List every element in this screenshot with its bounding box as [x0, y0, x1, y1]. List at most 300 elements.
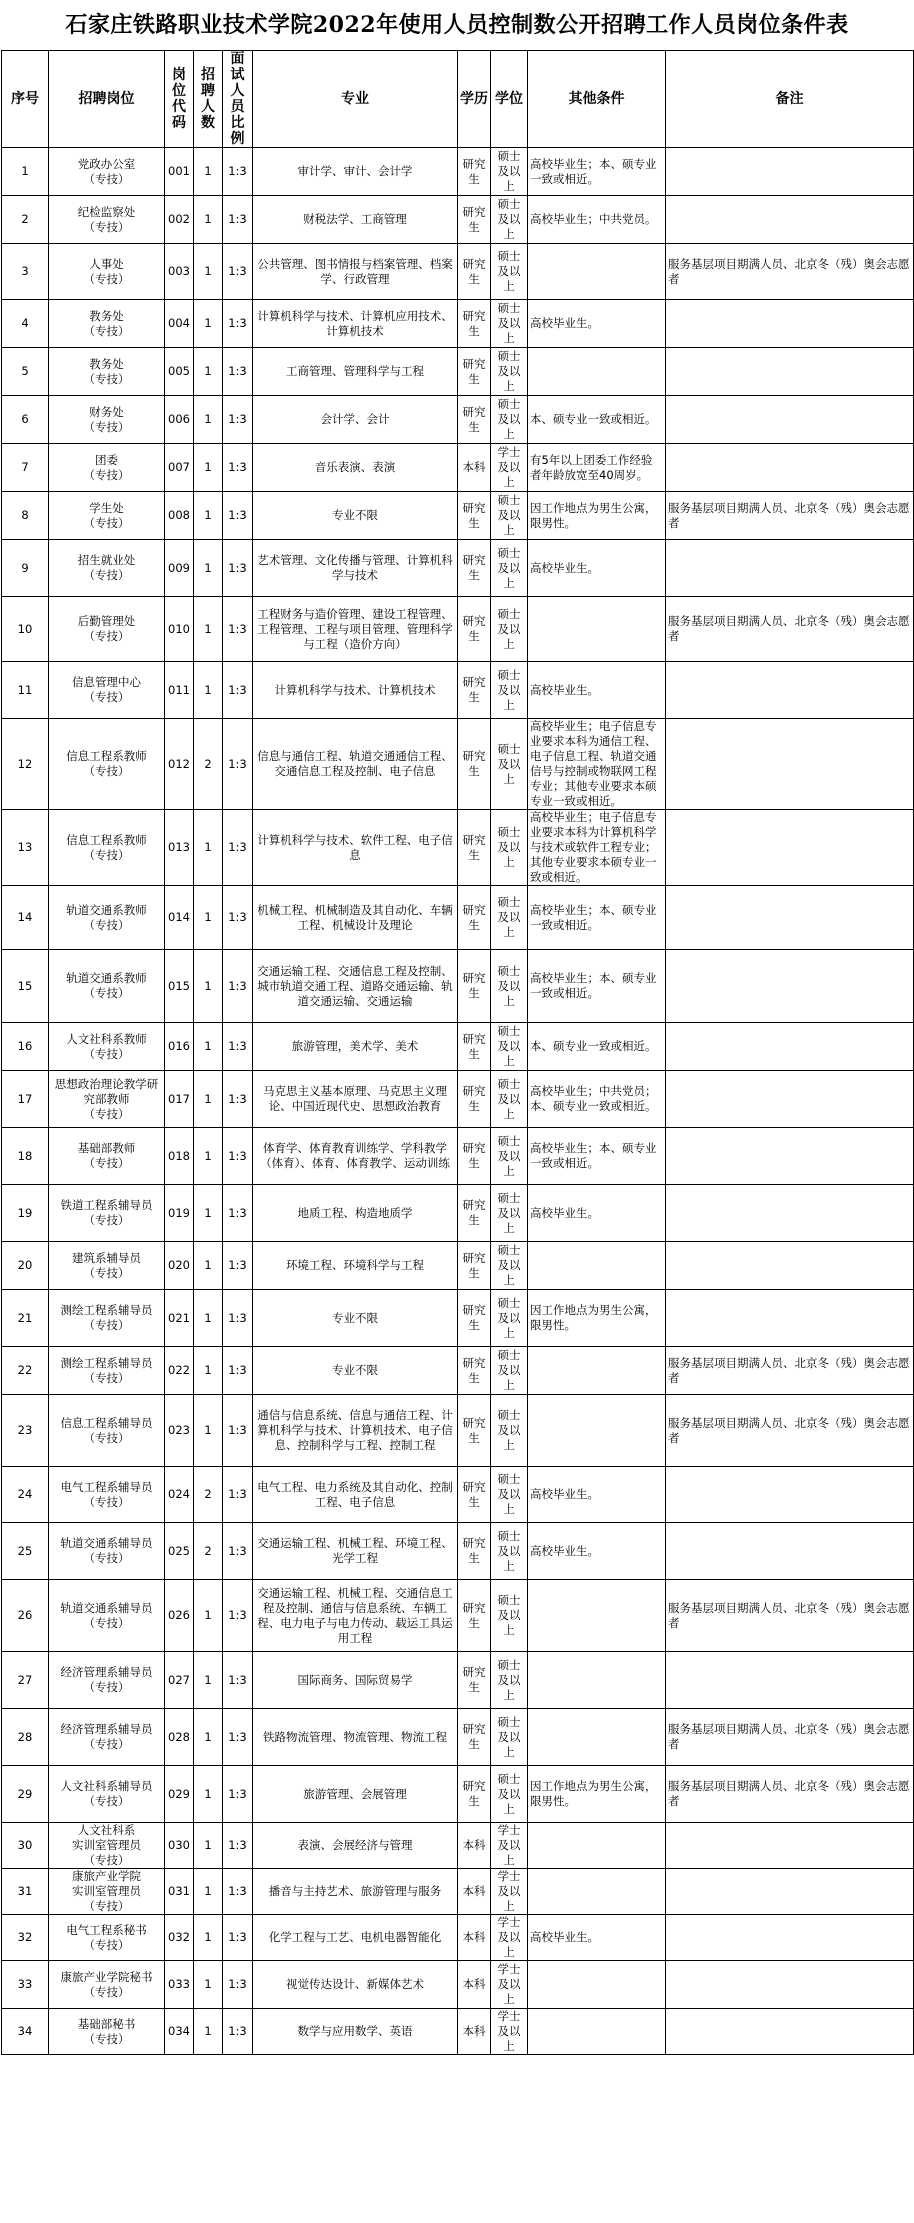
cell-count: 1: [194, 1915, 223, 1961]
cell-code: 025: [165, 1523, 194, 1580]
cell-conditions: 有5年以上团委工作经验者年龄放宽至40周岁。: [528, 444, 666, 492]
page-title: 石家庄铁路职业技术学院2022年使用人员控制数公开招聘工作人员岗位条件表: [65, 12, 849, 38]
cell-position: 党政办公室 （专技）: [49, 148, 165, 196]
header-ratio: 面试人员比例: [223, 51, 253, 148]
cell-major: 公共管理、图书情报与档案管理、档案学、行政管理: [253, 244, 458, 300]
cell-position: 信息管理中心 （专技）: [49, 662, 165, 719]
cell-major: 机械工程、机械制造及其自动化、车辆工程、机械设计及理论: [253, 886, 458, 950]
cell-degree: 硕士及以上: [491, 1185, 528, 1242]
cell-code: 033: [165, 1961, 194, 2009]
cell-education: 本科: [458, 1869, 491, 1915]
cell-count: 1: [194, 1580, 223, 1652]
cell-code: 002: [165, 196, 194, 244]
cell-education: 本科: [458, 1915, 491, 1961]
cell-degree: 硕士及以上: [491, 950, 528, 1023]
cell-notes: [666, 1071, 914, 1128]
cell-count: 1: [194, 196, 223, 244]
cell-no: 1: [2, 148, 49, 196]
cell-education: 研究生: [458, 348, 491, 396]
cell-major: 国际商务、国际贸易学: [253, 1652, 458, 1709]
cell-major: 音乐表演、表演: [253, 444, 458, 492]
cell-conditions: [528, 1652, 666, 1709]
cell-count: 2: [194, 1523, 223, 1580]
cell-position: 轨道交通系教师 （专技）: [49, 886, 165, 950]
cell-major: 数学与应用数学、英语: [253, 2009, 458, 2055]
cell-ratio: 1:3: [223, 1709, 253, 1766]
table-row: [2, 597, 914, 662]
cell-notes: [666, 348, 914, 396]
cell-major: 播音与主持艺术、旅游管理与服务: [253, 1869, 458, 1915]
cell-ratio: 1:3: [223, 597, 253, 662]
cell-conditions: [528, 1869, 666, 1915]
cell-position: 人文社科系教师 （专技）: [49, 1023, 165, 1071]
cell-position: 团委 （专技）: [49, 444, 165, 492]
cell-degree: 学士及以上: [491, 2009, 528, 2055]
cell-major: 旅游管理、会展管理: [253, 1766, 458, 1823]
header-major: 专业: [253, 51, 458, 148]
cell-notes: 服务基层项目期满人员、北京冬（残）奥会志愿者: [666, 1580, 914, 1652]
cell-degree: 硕士及以上: [491, 1347, 528, 1395]
cell-position: 测绘工程系辅导员 （专技）: [49, 1347, 165, 1395]
cell-notes: [666, 1467, 914, 1523]
table-row: [2, 1467, 914, 1523]
cell-major: 化学工程与工艺、电机电器智能化: [253, 1915, 458, 1961]
cell-major: 交通运输工程、交通信息工程及控制、城市轨道交通工程、道路交通运输、轨道交通运输、交通运输: [253, 950, 458, 1023]
cell-code: 012: [165, 719, 194, 810]
table-row: [2, 1242, 914, 1290]
cell-no: 15: [2, 950, 49, 1023]
cell-conditions: 高校毕业生；本、硕专业一致或相近。: [528, 950, 666, 1023]
cell-notes: [666, 196, 914, 244]
table-row: [2, 196, 914, 244]
cell-ratio: 1:3: [223, 662, 253, 719]
cell-no: 26: [2, 1580, 49, 1652]
table-row: [2, 950, 914, 1023]
cell-major: 电气工程、电力系统及其自动化、控制工程、电子信息: [253, 1467, 458, 1523]
cell-conditions: [528, 1961, 666, 2009]
cell-ratio: 1:3: [223, 1185, 253, 1242]
cell-notes: 服务基层项目期满人员、北京冬（残）奥会志愿者: [666, 1709, 914, 1766]
cell-count: 2: [194, 1467, 223, 1523]
cell-degree: 硕士及以上: [491, 810, 528, 886]
cell-code: 027: [165, 1652, 194, 1709]
cell-no: 33: [2, 1961, 49, 2009]
cell-position: 基础部教师 （专技）: [49, 1128, 165, 1185]
cell-education: 研究生: [458, 1766, 491, 1823]
cell-count: 1: [194, 492, 223, 540]
cell-degree: 硕士及以上: [491, 1128, 528, 1185]
cell-conditions: 高校毕业生。: [528, 1915, 666, 1961]
cell-conditions: [528, 2009, 666, 2055]
cell-code: 013: [165, 810, 194, 886]
cell-count: 1: [194, 1709, 223, 1766]
cell-no: 12: [2, 719, 49, 810]
cell-conditions: 高校毕业生。: [528, 1467, 666, 1523]
cell-major: 旅游管理，美术学、美术: [253, 1023, 458, 1071]
table-row: [2, 396, 914, 444]
cell-position: 信息工程系辅导员 （专技）: [49, 1395, 165, 1467]
cell-position: 学生处 （专技）: [49, 492, 165, 540]
cell-conditions: 高校毕业生；电子信息专业要求本科为计算机科学与技术或软件工程专业；其他专业要求本硕专业一致或相近。: [528, 810, 666, 886]
cell-ratio: 1:3: [223, 1128, 253, 1185]
cell-major: 通信与信息系统、信息与通信工程、计算机科学与技术、计算机技术、电子信息、控制科学与工程、控制工程: [253, 1395, 458, 1467]
cell-ratio: 1:3: [223, 2009, 253, 2055]
cell-degree: 硕士及以上: [491, 719, 528, 810]
cell-notes: [666, 810, 914, 886]
cell-no: 21: [2, 1290, 49, 1347]
cell-no: 31: [2, 1869, 49, 1915]
cell-degree: 学士及以上: [491, 1869, 528, 1915]
table-row: [2, 1023, 914, 1071]
cell-position: 财务处 （专技）: [49, 396, 165, 444]
cell-position: 轨道交通系辅导员 （专技）: [49, 1523, 165, 1580]
cell-notes: [666, 444, 914, 492]
cell-ratio: 1:3: [223, 950, 253, 1023]
cell-position: 基础部秘书 （专技）: [49, 2009, 165, 2055]
cell-major: 表演、会展经济与管理: [253, 1823, 458, 1869]
cell-major: 视觉传达设计、新媒体艺术: [253, 1961, 458, 2009]
cell-count: 1: [194, 396, 223, 444]
cell-education: 研究生: [458, 396, 491, 444]
cell-position: 教务处 （专技）: [49, 348, 165, 396]
cell-position: 经济管理系辅导员 （专技）: [49, 1709, 165, 1766]
cell-major: 专业不限: [253, 492, 458, 540]
cell-notes: [666, 1869, 914, 1915]
cell-conditions: 高校毕业生；本、硕专业一致或相近。: [528, 148, 666, 196]
cell-ratio: 1:3: [223, 1652, 253, 1709]
cell-notes: [666, 1915, 914, 1961]
cell-count: 1: [194, 300, 223, 348]
cell-education: 研究生: [458, 1395, 491, 1467]
cell-code: 010: [165, 597, 194, 662]
cell-ratio: 1:3: [223, 196, 253, 244]
cell-degree: 硕士及以上: [491, 1023, 528, 1071]
table-row: [2, 1395, 914, 1467]
cell-conditions: 因工作地点为男生公寓，限男性。: [528, 1290, 666, 1347]
table-row: [2, 244, 914, 300]
cell-code: 017: [165, 1071, 194, 1128]
cell-count: 1: [194, 1290, 223, 1347]
cell-code: 015: [165, 950, 194, 1023]
cell-degree: 硕士及以上: [491, 1523, 528, 1580]
cell-count: 1: [194, 662, 223, 719]
cell-conditions: [528, 1709, 666, 1766]
cell-position: 纪检监察处 （专技）: [49, 196, 165, 244]
table-row: [2, 540, 914, 597]
cell-education: 研究生: [458, 148, 491, 196]
cell-education: 研究生: [458, 1652, 491, 1709]
header-no: 序号: [2, 51, 49, 148]
cell-no: 9: [2, 540, 49, 597]
cell-no: 10: [2, 597, 49, 662]
cell-position: 铁道工程系辅导员 （专技）: [49, 1185, 165, 1242]
cell-ratio: 1:3: [223, 396, 253, 444]
cell-degree: 学士及以上: [491, 1915, 528, 1961]
cell-education: 研究生: [458, 597, 491, 662]
cell-degree: 硕士及以上: [491, 1652, 528, 1709]
cell-ratio: 1:3: [223, 1242, 253, 1290]
cell-ratio: 1:3: [223, 1823, 253, 1869]
cell-conditions: [528, 1395, 666, 1467]
cell-conditions: 本、硕专业一致或相近。: [528, 1023, 666, 1071]
cell-no: 7: [2, 444, 49, 492]
cell-conditions: 高校毕业生；本、硕专业一致或相近。: [528, 1128, 666, 1185]
cell-no: 29: [2, 1766, 49, 1823]
cell-conditions: [528, 244, 666, 300]
cell-major: 计算机科学与技术、软件工程、电子信息: [253, 810, 458, 886]
cell-code: 011: [165, 662, 194, 719]
cell-no: 5: [2, 348, 49, 396]
header-row: [2, 51, 914, 148]
cell-conditions: [528, 1242, 666, 1290]
cell-notes: [666, 1023, 914, 1071]
cell-education: 研究生: [458, 1290, 491, 1347]
cell-position: 教务处 （专技）: [49, 300, 165, 348]
cell-no: 17: [2, 1071, 49, 1128]
cell-conditions: 因工作地点为男生公寓，限男性。: [528, 492, 666, 540]
cell-position: 测绘工程系辅导员 （专技）: [49, 1290, 165, 1347]
cell-no: 28: [2, 1709, 49, 1766]
cell-code: 024: [165, 1467, 194, 1523]
cell-count: 1: [194, 1961, 223, 2009]
cell-notes: [666, 886, 914, 950]
cell-code: 009: [165, 540, 194, 597]
table-row: [2, 348, 914, 396]
table-row: [2, 2009, 914, 2055]
cell-education: 研究生: [458, 1580, 491, 1652]
cell-position: 电气工程系辅导员 （专技）: [49, 1467, 165, 1523]
cell-notes: [666, 1961, 914, 2009]
cell-ratio: 1:3: [223, 1915, 253, 1961]
cell-no: 20: [2, 1242, 49, 1290]
cell-notes: [666, 396, 914, 444]
cell-count: 1: [194, 1395, 223, 1467]
cell-count: 1: [194, 1347, 223, 1395]
cell-no: 11: [2, 662, 49, 719]
cell-position: 轨道交通系辅导员 （专技）: [49, 1580, 165, 1652]
cell-notes: [666, 1185, 914, 1242]
cell-ratio: 1:3: [223, 1523, 253, 1580]
cell-position: 人事处 （专技）: [49, 244, 165, 300]
cell-code: 001: [165, 148, 194, 196]
cell-degree: 硕士及以上: [491, 1290, 528, 1347]
cell-notes: [666, 300, 914, 348]
cell-count: 1: [194, 810, 223, 886]
cell-conditions: 高校毕业生；中共党员；本、硕专业一致或相近。: [528, 1071, 666, 1128]
cell-degree: 硕士及以上: [491, 492, 528, 540]
cell-count: 1: [194, 244, 223, 300]
cell-code: 021: [165, 1290, 194, 1347]
cell-count: 1: [194, 950, 223, 1023]
cell-code: 028: [165, 1709, 194, 1766]
cell-major: 专业不限: [253, 1290, 458, 1347]
cell-notes: 服务基层项目期满人员、北京冬（残）奥会志愿者: [666, 597, 914, 662]
cell-ratio: 1:3: [223, 148, 253, 196]
table-row: [2, 1766, 914, 1823]
header-notes: 备注: [666, 51, 914, 148]
cell-major: 审计学、审计、会计学: [253, 148, 458, 196]
cell-education: 研究生: [458, 492, 491, 540]
cell-code: 026: [165, 1580, 194, 1652]
cell-ratio: 1:3: [223, 348, 253, 396]
cell-no: 4: [2, 300, 49, 348]
cell-degree: 硕士及以上: [491, 1467, 528, 1523]
cell-education: 本科: [458, 1823, 491, 1869]
cell-notes: [666, 1290, 914, 1347]
cell-degree: 硕士及以上: [491, 886, 528, 950]
cell-education: 研究生: [458, 810, 491, 886]
table-row: [2, 1290, 914, 1347]
cell-no: 6: [2, 396, 49, 444]
cell-code: 032: [165, 1915, 194, 1961]
cell-ratio: 1:3: [223, 540, 253, 597]
cell-conditions: 本、硕专业一致或相近。: [528, 396, 666, 444]
cell-notes: [666, 950, 914, 1023]
cell-ratio: 1:3: [223, 444, 253, 492]
cell-position: 后勤管理处 （专技）: [49, 597, 165, 662]
cell-ratio: 1:3: [223, 1347, 253, 1395]
cell-code: 008: [165, 492, 194, 540]
cell-code: 014: [165, 886, 194, 950]
table-row: [2, 1652, 914, 1709]
cell-count: 1: [194, 348, 223, 396]
cell-count: 1: [194, 1071, 223, 1128]
cell-conditions: 高校毕业生。: [528, 300, 666, 348]
cell-education: 研究生: [458, 1023, 491, 1071]
cell-degree: 硕士及以上: [491, 597, 528, 662]
cell-position: 人文社科系辅导员 （专技）: [49, 1766, 165, 1823]
cell-count: 1: [194, 597, 223, 662]
cell-no: 30: [2, 1823, 49, 1869]
cell-position: 电气工程系秘书 （专技）: [49, 1915, 165, 1961]
cell-education: 本科: [458, 2009, 491, 2055]
cell-ratio: 1:3: [223, 1023, 253, 1071]
cell-ratio: 1:3: [223, 1580, 253, 1652]
cell-conditions: 高校毕业生。: [528, 662, 666, 719]
cell-code: 020: [165, 1242, 194, 1290]
cell-count: 1: [194, 1823, 223, 1869]
table-row: [2, 662, 914, 719]
cell-degree: 硕士及以上: [491, 1395, 528, 1467]
cell-conditions: [528, 1580, 666, 1652]
cell-major: 工程财务与造价管理、建设工程管理、工程管理、工程与项目管理、管理科学与工程（造价方向）: [253, 597, 458, 662]
table-row: [2, 148, 914, 196]
table-row: [2, 1915, 914, 1961]
cell-no: 18: [2, 1128, 49, 1185]
cell-education: 研究生: [458, 540, 491, 597]
cell-no: 27: [2, 1652, 49, 1709]
cell-ratio: 1:3: [223, 244, 253, 300]
cell-notes: [666, 1242, 914, 1290]
cell-count: 1: [194, 886, 223, 950]
table-row: [2, 1869, 914, 1915]
cell-ratio: 1:3: [223, 1766, 253, 1823]
cell-position: 招生就业处 （专技）: [49, 540, 165, 597]
cell-conditions: 高校毕业生；本、硕专业一致或相近。: [528, 886, 666, 950]
table-row: [2, 810, 914, 886]
cell-no: 2: [2, 196, 49, 244]
cell-code: 029: [165, 1766, 194, 1823]
table-row: [2, 1128, 914, 1185]
cell-education: 本科: [458, 444, 491, 492]
cell-notes: 服务基层项目期满人员、北京冬（残）奥会志愿者: [666, 244, 914, 300]
table-row: [2, 1347, 914, 1395]
cell-code: 031: [165, 1869, 194, 1915]
cell-code: 019: [165, 1185, 194, 1242]
cell-code: 022: [165, 1347, 194, 1395]
cell-conditions: 高校毕业生。: [528, 1523, 666, 1580]
cell-notes: [666, 1823, 914, 1869]
cell-count: 1: [194, 1242, 223, 1290]
cell-degree: 硕士及以上: [491, 348, 528, 396]
cell-no: 22: [2, 1347, 49, 1395]
cell-count: 1: [194, 1766, 223, 1823]
cell-ratio: 1:3: [223, 1869, 253, 1915]
cell-notes: [666, 540, 914, 597]
cell-count: 1: [194, 540, 223, 597]
cell-ratio: 1:3: [223, 492, 253, 540]
table-row: [2, 1709, 914, 1766]
cell-notes: [666, 148, 914, 196]
cell-count: 1: [194, 1869, 223, 1915]
cell-ratio: 1:3: [223, 719, 253, 810]
cell-count: 1: [194, 1185, 223, 1242]
cell-education: 研究生: [458, 1347, 491, 1395]
cell-major: 计算机科学与技术、计算机技术: [253, 662, 458, 719]
cell-position: 思想政治理论教学研究部教师 （专技）: [49, 1071, 165, 1128]
cell-education: 研究生: [458, 1467, 491, 1523]
cell-code: 005: [165, 348, 194, 396]
cell-conditions: [528, 1823, 666, 1869]
cell-ratio: 1:3: [223, 886, 253, 950]
cell-notes: 服务基层项目期满人员、北京冬（残）奥会志愿者: [666, 1766, 914, 1823]
header-position: 招聘岗位: [49, 51, 165, 148]
cell-degree: 硕士及以上: [491, 1242, 528, 1290]
cell-degree: 硕士及以上: [491, 540, 528, 597]
cell-major: 会计学、会计: [253, 396, 458, 444]
cell-code: 018: [165, 1128, 194, 1185]
cell-position: 康旅产业学院 实训室管理员 （专技）: [49, 1869, 165, 1915]
cell-conditions: 高校毕业生。: [528, 1185, 666, 1242]
cell-conditions: [528, 597, 666, 662]
cell-major: 计算机科学与技术、计算机应用技术、计算机技术: [253, 300, 458, 348]
cell-notes: [666, 719, 914, 810]
cell-education: 研究生: [458, 1185, 491, 1242]
cell-education: 研究生: [458, 300, 491, 348]
cell-conditions: 高校毕业生。: [528, 540, 666, 597]
cell-conditions: [528, 1347, 666, 1395]
cell-ratio: 1:3: [223, 1290, 253, 1347]
cell-code: 004: [165, 300, 194, 348]
cell-notes: [666, 662, 914, 719]
cell-code: 003: [165, 244, 194, 300]
table-row: [2, 1580, 914, 1652]
cell-notes: 服务基层项目期满人员、北京冬（残）奥会志愿者: [666, 492, 914, 540]
table-row: [2, 1071, 914, 1128]
table-row: [2, 1961, 914, 2009]
cell-major: 地质工程、构造地质学: [253, 1185, 458, 1242]
cell-degree: 硕士及以上: [491, 396, 528, 444]
cell-no: 23: [2, 1395, 49, 1467]
cell-no: 13: [2, 810, 49, 886]
cell-degree: 硕士及以上: [491, 244, 528, 300]
cell-degree: 硕士及以上: [491, 1580, 528, 1652]
table-row: [2, 492, 914, 540]
cell-education: 研究生: [458, 719, 491, 810]
cell-education: 研究生: [458, 950, 491, 1023]
cell-notes: [666, 1652, 914, 1709]
cell-degree: 学士及以上: [491, 1961, 528, 2009]
